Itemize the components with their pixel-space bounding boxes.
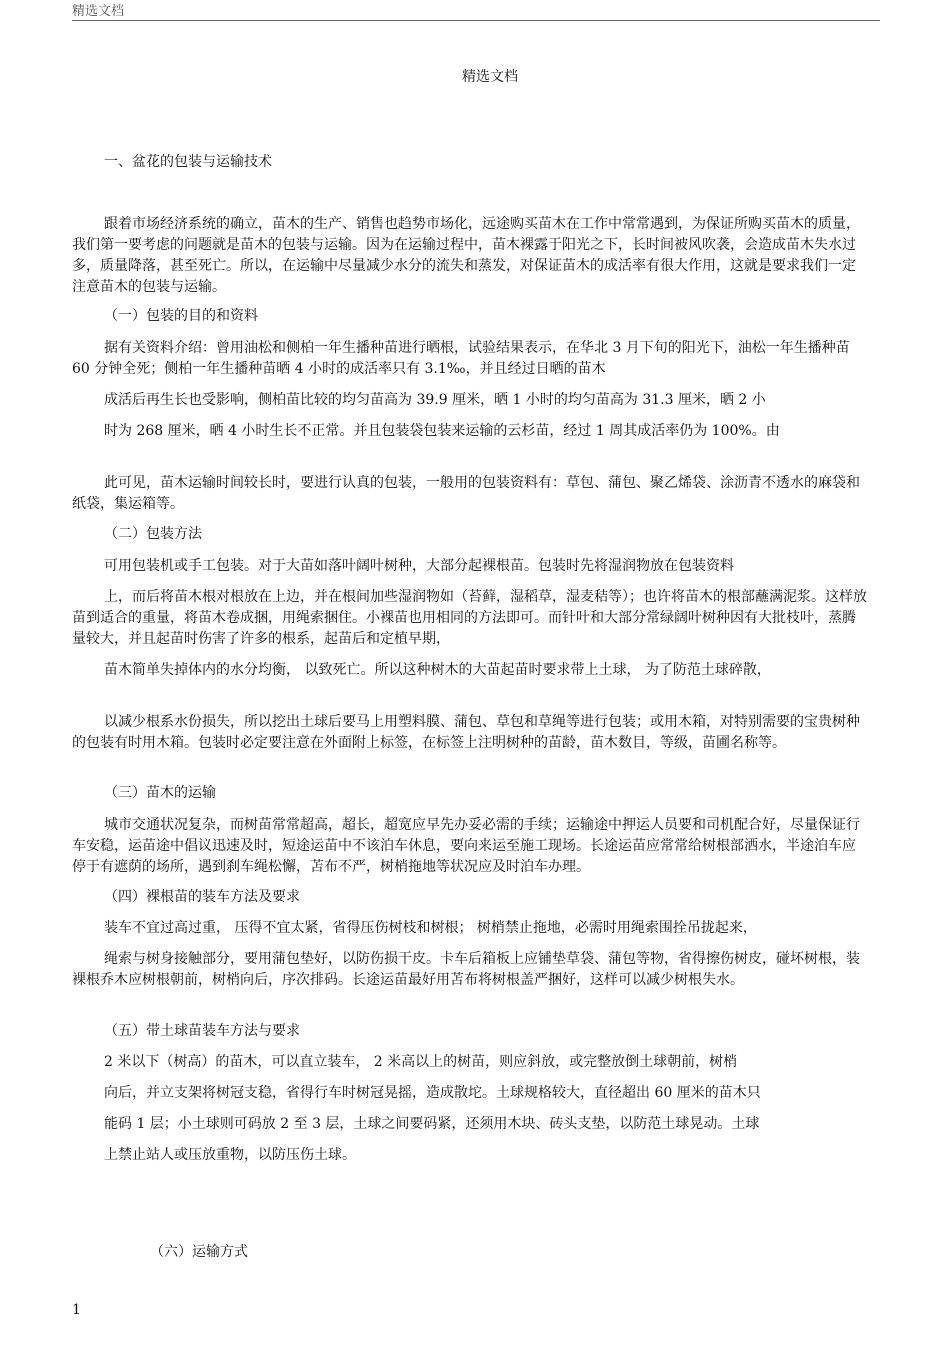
subheading: （六）运输方式 [150,1244,248,1260]
running-header: 精选文档 [72,4,125,19]
paragraph: 装车不宜过高过重， 压得不宜太紧，省得压伤树枝和树根； 树梢禁止拖地，必需时用绳索围拴吊拢起来， [104,920,757,936]
subheading: （四）裸根苗的装车方法及要求 [104,889,300,905]
subheading: （二）包装方法 [104,526,202,542]
paragraph: 苗木简单失掉体内的水分均衡， 以致死亡。所以这种树木的大苗起苗时要求带上土球， 为了防范土球碎散， [104,662,771,678]
subheading: （一）包装的目的和资料 [104,308,258,324]
subheading: （五）带土球苗装车方法与要求 [104,1023,300,1039]
paragraph: 2 米以下（树高）的苗木，可以直立装车， 2 米高以上的树苗，则应斜放，或完整放倒土球朝前，树梢 [104,1054,738,1070]
section-heading: 一、盆花的包装与运输技术 [104,154,272,170]
paragraph: 以减少根系水份损失，所以挖出土球后要马上用塑料膜、蒲包、草包和草绳等进行包装；或用木箱，对特别需要的宝贵树种的包装有时用木箱。包装时必定要注意在外面附上标签，在标签上注明树种的苗龄，苗木数目，等级，苗圃名称等。 [72,714,860,751]
paragraph: 城市交通状况复杂，而树苗常常超高，超长，超宽应早先办妥必需的手续；运输途中押运人员要和司机配合好，尽量保证行车安稳，运苗途中倡议迅速及时，短途运苗中不该泊车休息，要向来运至施工现场。长途运苗应常常给树根部洒水，半途泊车应停于有遮荫的场所，遇到刹车绳松懈，苫布不严，树梢拖地等状况应及时泊车办理。 [72,817,860,875]
page-title: 精选文档 [462,69,518,85]
paragraph: 上，而后将苗木根对根放在上边，并在根间加些湿润物如（苔藓，湿稻草，湿麦秸等）；也许将苗木的根部蘸满泥浆。这样放苗到适合的重量，将苗木卷成捆，用绳索捆住。小裸苗也用相同的方法即可。而针叶和大部分常绿阔叶树种因有大批枝叶，蒸腾量较大，并且起苗时伤害了许多的根系，起苗后和定植早期， [72,589,867,647]
paragraph: 成活后再生长也受影响，侧柏苗比较的均匀苗高为 39.9 厘米，晒 1 小时的均匀苗高为 31.3 厘米，晒 2 小 [104,392,766,408]
paragraph: 据有关资料介绍：曾用油松和侧柏一年生播种苗进行晒根，试验结果表示，在华北 3 月下旬的阳光下，油松一年生播种苗 60 分钟全死；侧柏一年生播种苗晒 4 小时的成活率只有 3.1‰，并且经过日晒的苗木 [72,340,850,377]
paragraph: 绳索与树身接触部分，要用蒲包垫好，以防伤损干皮。卡车后箱板上应铺垫草袋、蒲包等物，省得擦伤树皮，碰坏树根，装裸根乔木应树根朝前，树梢向后，序次排码。长途运苗最好用苫布将树根盖严捆好，这样可以减少树根失水。 [72,951,860,988]
header-divider [72,20,880,21]
paragraph: 向后，并立支架将树冠支稳，省得行车时树冠晃摇，造成散坨。土球规格较大，直径超出 60 厘米的苗木只 [104,1085,761,1101]
page-number: 1 [72,1302,81,1318]
paragraph: 时为 268 厘米，晒 4 小时生长不正常。并且包装袋包装来运输的云杉苗，经过 1 周其成活率仍为 100%。由 [104,423,780,439]
paragraph: 上禁止站人或压放重物，以防压伤土球。 [104,1147,356,1163]
paragraph: 跟着市场经济系统的确立，苗木的生产、销售也趋势市场化，远途购买苗木在工作中常常遇到，为保证所购买苗木的质量，我们第一要考虑的问题就是苗木的包装与运输。因为在运输过程中，苗木裸露于阳光之下，长时间被风吹袭，会造成苗木失水过多，质量降落，甚至死亡。所以，在运输中尽量减少水分的流失和蒸发，对保证苗木的成活率有很大作用，这就是要求我们一定注意苗木的包装与运输。 [72,216,860,295]
paragraph: 可用包装机或手工包装。对于大苗如落叶阔叶树种，大部分起裸根苗。包装时先将湿润物放在包装资料 [104,558,734,574]
paragraph: 能码 1 层；小土球则可码放 2 至 3 层，土球之间要码紧，还须用木块、砖头支垫，以防范土球晃动。土球 [104,1116,760,1132]
subheading: （三）苗木的运输 [104,785,216,801]
paragraph: 此可见，苗木运输时间较长时，要进行认真的包装，一般用的包装资料有：草包、蒲包、聚乙烯袋、涂沥青不透水的麻袋和纸袋，集运箱等。 [72,475,860,512]
